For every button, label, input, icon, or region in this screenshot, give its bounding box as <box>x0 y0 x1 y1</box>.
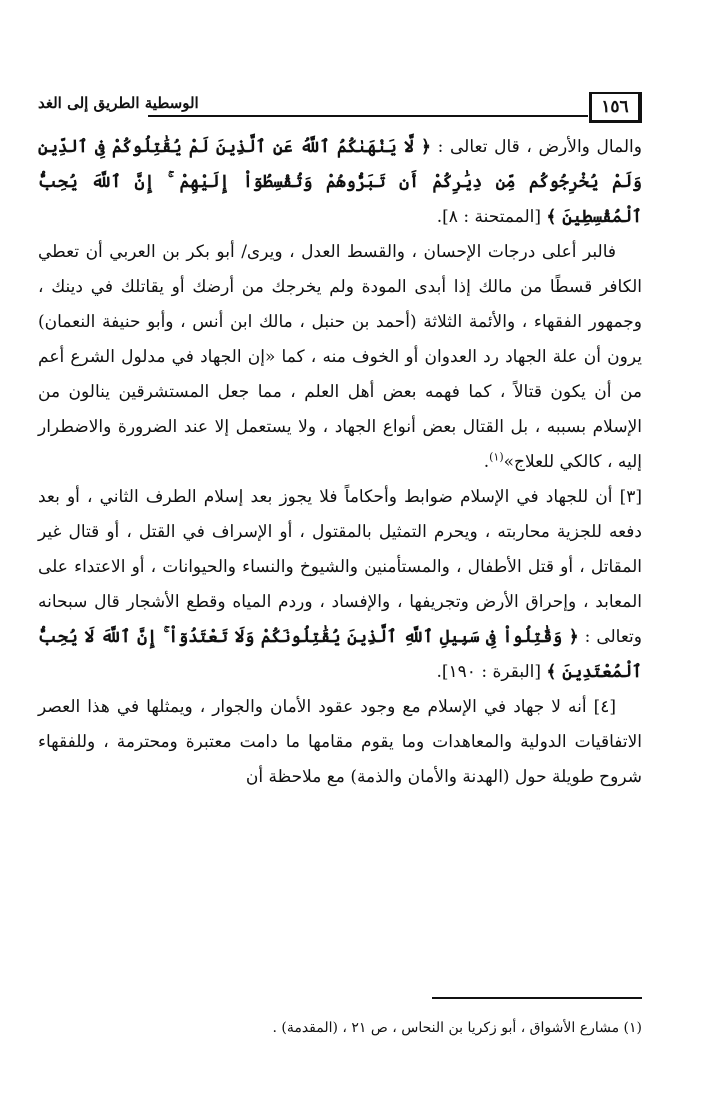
paragraph-1-lead: والمال والأرض ، قال تعالى : <box>431 137 642 157</box>
quran-verse-baqarah: ﴿ وَقَٰتِلُواْ فِى سَبِيلِ ٱللَّهِ ٱلَّذِينَ يُقَٰتِلُونَكُمْ وَلَا تَعْتَدُوٓاْ ۚ إِنَّ ٱللَّهَ لَا يُحِبُّ ٱلْمُعْتَدِينَ ﴾ <box>38 627 642 682</box>
running-title: الوسطية الطريق إلى الغد <box>38 94 199 112</box>
quran-verse-mumtahanah: ﴿ لَّا يَنْهَىٰكُمُ ٱللَّهُ عَنِ ٱلَّذِينَ لَمْ يُقَٰتِلُوكُمْ فِى ٱلدِّينِ وَلَمْ يُخْرِجُوكُم مِّن دِيَٰرِكُمْ أَن تَبَرُّوهُمْ وَتُقْسِطُوٓاْ إِلَيْهِمْ ۚ إِنَّ ٱللَّهَ يُحِبُّ ٱلْمُقْسِطِينَ ﴾ <box>38 137 642 227</box>
book-page <box>38 82 642 1072</box>
citation-baqarah: [البقرة : ١٩٠]. <box>436 662 547 682</box>
paragraph-2 <box>38 235 642 480</box>
paragraph-2-text: فالبر أعلى درجات الإحسان ، والقسط العدل ، ويرى/ أبو بكر بن العربي أن تعطي الكافر قسطًا من مالك إذا أبدى المودة ولم يخرجك من أرضك أو يقاتلك في دينك ، وجمهور الفقهاء ، والأئمة الثلاثة (أحمد بن حنبل ، مالك ابن أنس ، وأبو حنيفة النعمان) يرون أن علة الجهاد رد العدوان أو الخوف منه ، كما «إن الجهاد في مدلول الشرع أعم من أن يكون قتالاً ، كما فهمه بعض أهل العلم ، مما جعل المستشرقين ينالون من الإسلام بسببه ، بل القتال بعض أنواع الجهاد ، ولا يستعمل إلا عند الضرورة والاضطرار إليه ، كالكي للعلاج» <box>38 242 642 472</box>
paragraph-4 <box>38 690 642 795</box>
paragraph-3 <box>38 480 642 690</box>
header-rule <box>148 115 588 117</box>
body-text <box>38 130 642 795</box>
paragraph-4-text: [٤] أنه لا جهاد في الإسلام مع وجود عقود الأمان والجوار ، ويمثلها في هذا العصر الاتفاقيات الدولية والمعاهدات وما يقوم مقامها ما دامت معتبرة ومحترمة ، وللفقهاء شروح طويلة حول (الهدنة والأمان والذمة) مع ملاحظة أن <box>38 697 642 787</box>
footnote-separator <box>432 997 642 999</box>
page-header <box>38 82 642 128</box>
paragraph-3-lead: [٣] أن للجهاد في الإسلام ضوابط وأحكاماً فلا يجوز بعد إسلام الطرف الثاني ، أو بعد دفعه للجزية محاربته ، ويحرم التمثيل بالمقتول ، أو الإسراف في القتل ، أو قتال غير المقاتل ، أو قتل الأطفال ، والمستأمنين والشيوخ والنساء والحيوانات ، أو الاعتداء على المعابد ، وإحراق الأرض وتجريفها ، والإفساد ، وردم المياه وقطع الأشجار قال سبحانه وتعالى : <box>38 487 642 647</box>
citation-mumtahanah: [الممتحنة : ٨]. <box>436 207 547 227</box>
footnote-reference: (١) <box>489 450 504 464</box>
paragraph-2-end: . <box>483 452 490 472</box>
page-number: ١٥٦ <box>589 92 642 123</box>
paragraph-1 <box>38 130 642 235</box>
footnote: (١) مشارع الأشواق ، أبو زكريا بن النحاس ، ص ٢١ ، (المقدمة) . <box>272 1020 642 1036</box>
